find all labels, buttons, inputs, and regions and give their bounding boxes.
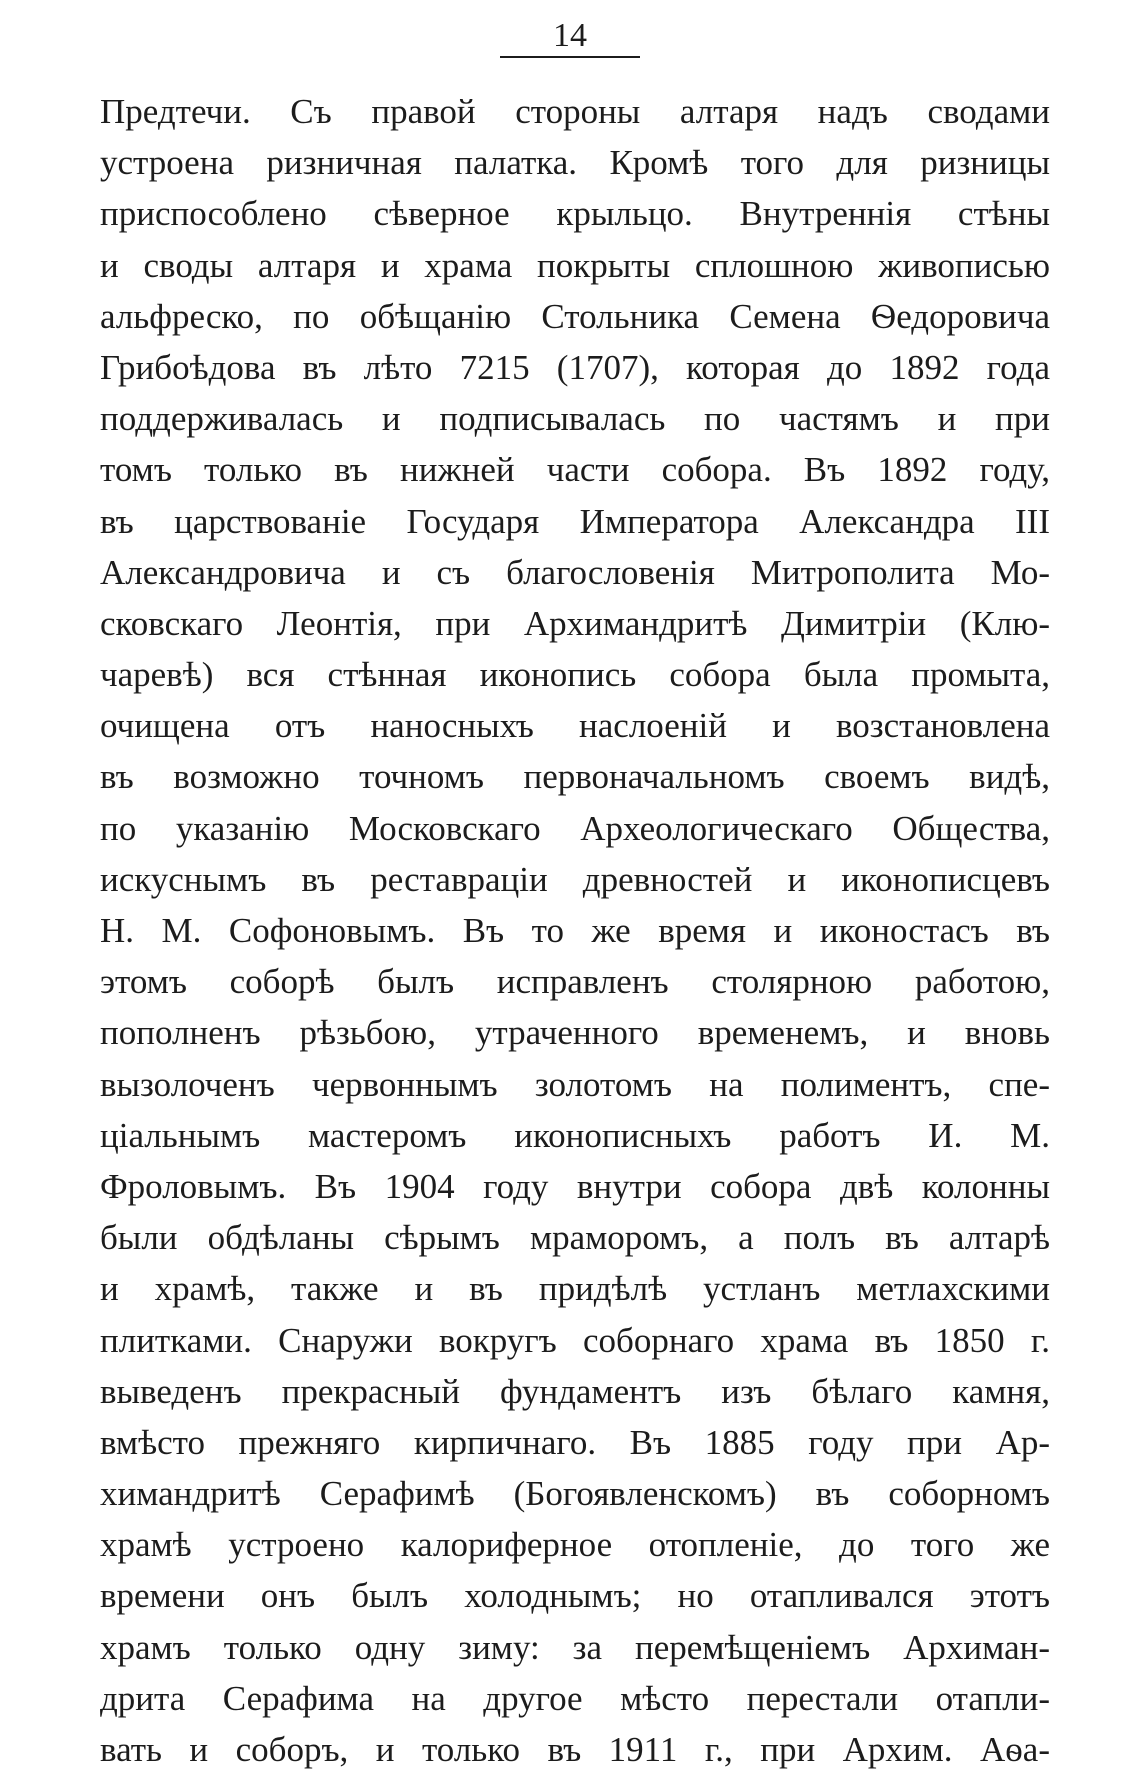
text-line: химандритѣ Серафимѣ (Богоявленскомъ) въ соборномъ bbox=[100, 1474, 1050, 1514]
text-line: вмѣсто прежняго кирпичнаго. Въ 1885 году при Ар- bbox=[100, 1422, 1050, 1462]
body-text bbox=[100, 86, 1050, 1775]
text-line: были обдѣланы сѣрымъ мраморомъ, а полъ въ алтарѣ bbox=[100, 1218, 1050, 1258]
text-line: искуснымъ въ реставраціи древностей и иконописцевъ bbox=[100, 859, 1050, 899]
header-rule bbox=[500, 56, 640, 58]
text-line: и храмѣ, также и въ придѣлѣ устланъ метлахскими bbox=[100, 1269, 1050, 1309]
text-line: приспособлено сѣверное крыльцо. Внутреннія стѣны bbox=[100, 194, 1050, 234]
text-line: выведенъ прекрасный фундаментъ изъ бѣлаго камня, bbox=[100, 1371, 1050, 1411]
text-line: сковскаго Леонтія, при Архимандритѣ Димитріи (Клю- bbox=[100, 603, 1050, 643]
text-line: храмѣ устроено калориферное отопленіе, до того же bbox=[100, 1525, 1050, 1565]
text-line: вать и соборъ, и только въ 1911 г., при Архим. Аѳа- bbox=[100, 1730, 1050, 1769]
text-line: пополненъ рѣзьбою, утраченного временемъ, и вновь bbox=[100, 1013, 1050, 1053]
text-line: времени онъ былъ холоднымъ; но отапливался этотъ bbox=[100, 1576, 1050, 1616]
page-number: 14 bbox=[553, 17, 587, 54]
text-line: храмъ только одну зиму: за перемѣщеніемъ Архиман- bbox=[100, 1627, 1050, 1667]
text-line: чаревѣ) вся стѣнная иконопись собора была промыта, bbox=[100, 655, 1050, 695]
text-line: по указанію Московскаго Археологическаго Общества, bbox=[100, 808, 1050, 848]
text-line: поддерживалась и подписывалась по частямъ и при bbox=[100, 399, 1050, 439]
text-line: Фроловымъ. Въ 1904 году внутри собора двѣ колонны bbox=[100, 1166, 1050, 1206]
text-line: Грибоѣдова въ лѣто 7215 (1707), которая до 1892 года bbox=[100, 347, 1050, 387]
text-line: томъ только въ нижней части собора. Въ 1892 году, bbox=[100, 450, 1050, 490]
text-line: въ царствованіе Государя Императора Александра III bbox=[100, 501, 1050, 541]
text-line: плитками. Снаружи вокругъ соборнаго храма въ 1850 г. bbox=[100, 1320, 1050, 1360]
text-line: Н. М. Софоновымъ. Въ то же время и иконостасъ въ bbox=[100, 911, 1050, 950]
text-line: вызолоченъ червоннымъ золотомъ на полиментъ, спе- bbox=[100, 1064, 1050, 1104]
text-line: ціальнымъ мастеромъ иконописныхъ работъ И. М. bbox=[100, 1115, 1050, 1155]
text-line: этомъ соборѣ былъ исправленъ столярною работою, bbox=[100, 962, 1050, 1002]
text-line: въ возможно точномъ первоначальномъ своемъ видѣ, bbox=[100, 757, 1050, 797]
text-line: альфреско, по обѣщанію Стольника Семена Ѳедоровича bbox=[100, 296, 1050, 336]
text-line: Предтечи. Съ правой стороны алтаря надъ сводами bbox=[100, 92, 1050, 131]
text-line: Александровича и съ благословенія Митрополита Мо- bbox=[100, 552, 1050, 592]
text-line: и своды алтаря и храма покрыты сплошною живописью bbox=[100, 245, 1050, 285]
text-line: дрита Серафима на другое мѣсто перестали отапли- bbox=[100, 1678, 1050, 1718]
text-line: очищена отъ наносныхъ наслоеній и возстановлена bbox=[100, 706, 1050, 746]
text-line: устроена ризничная палатка. Кромѣ того для ризницы bbox=[100, 143, 1050, 183]
